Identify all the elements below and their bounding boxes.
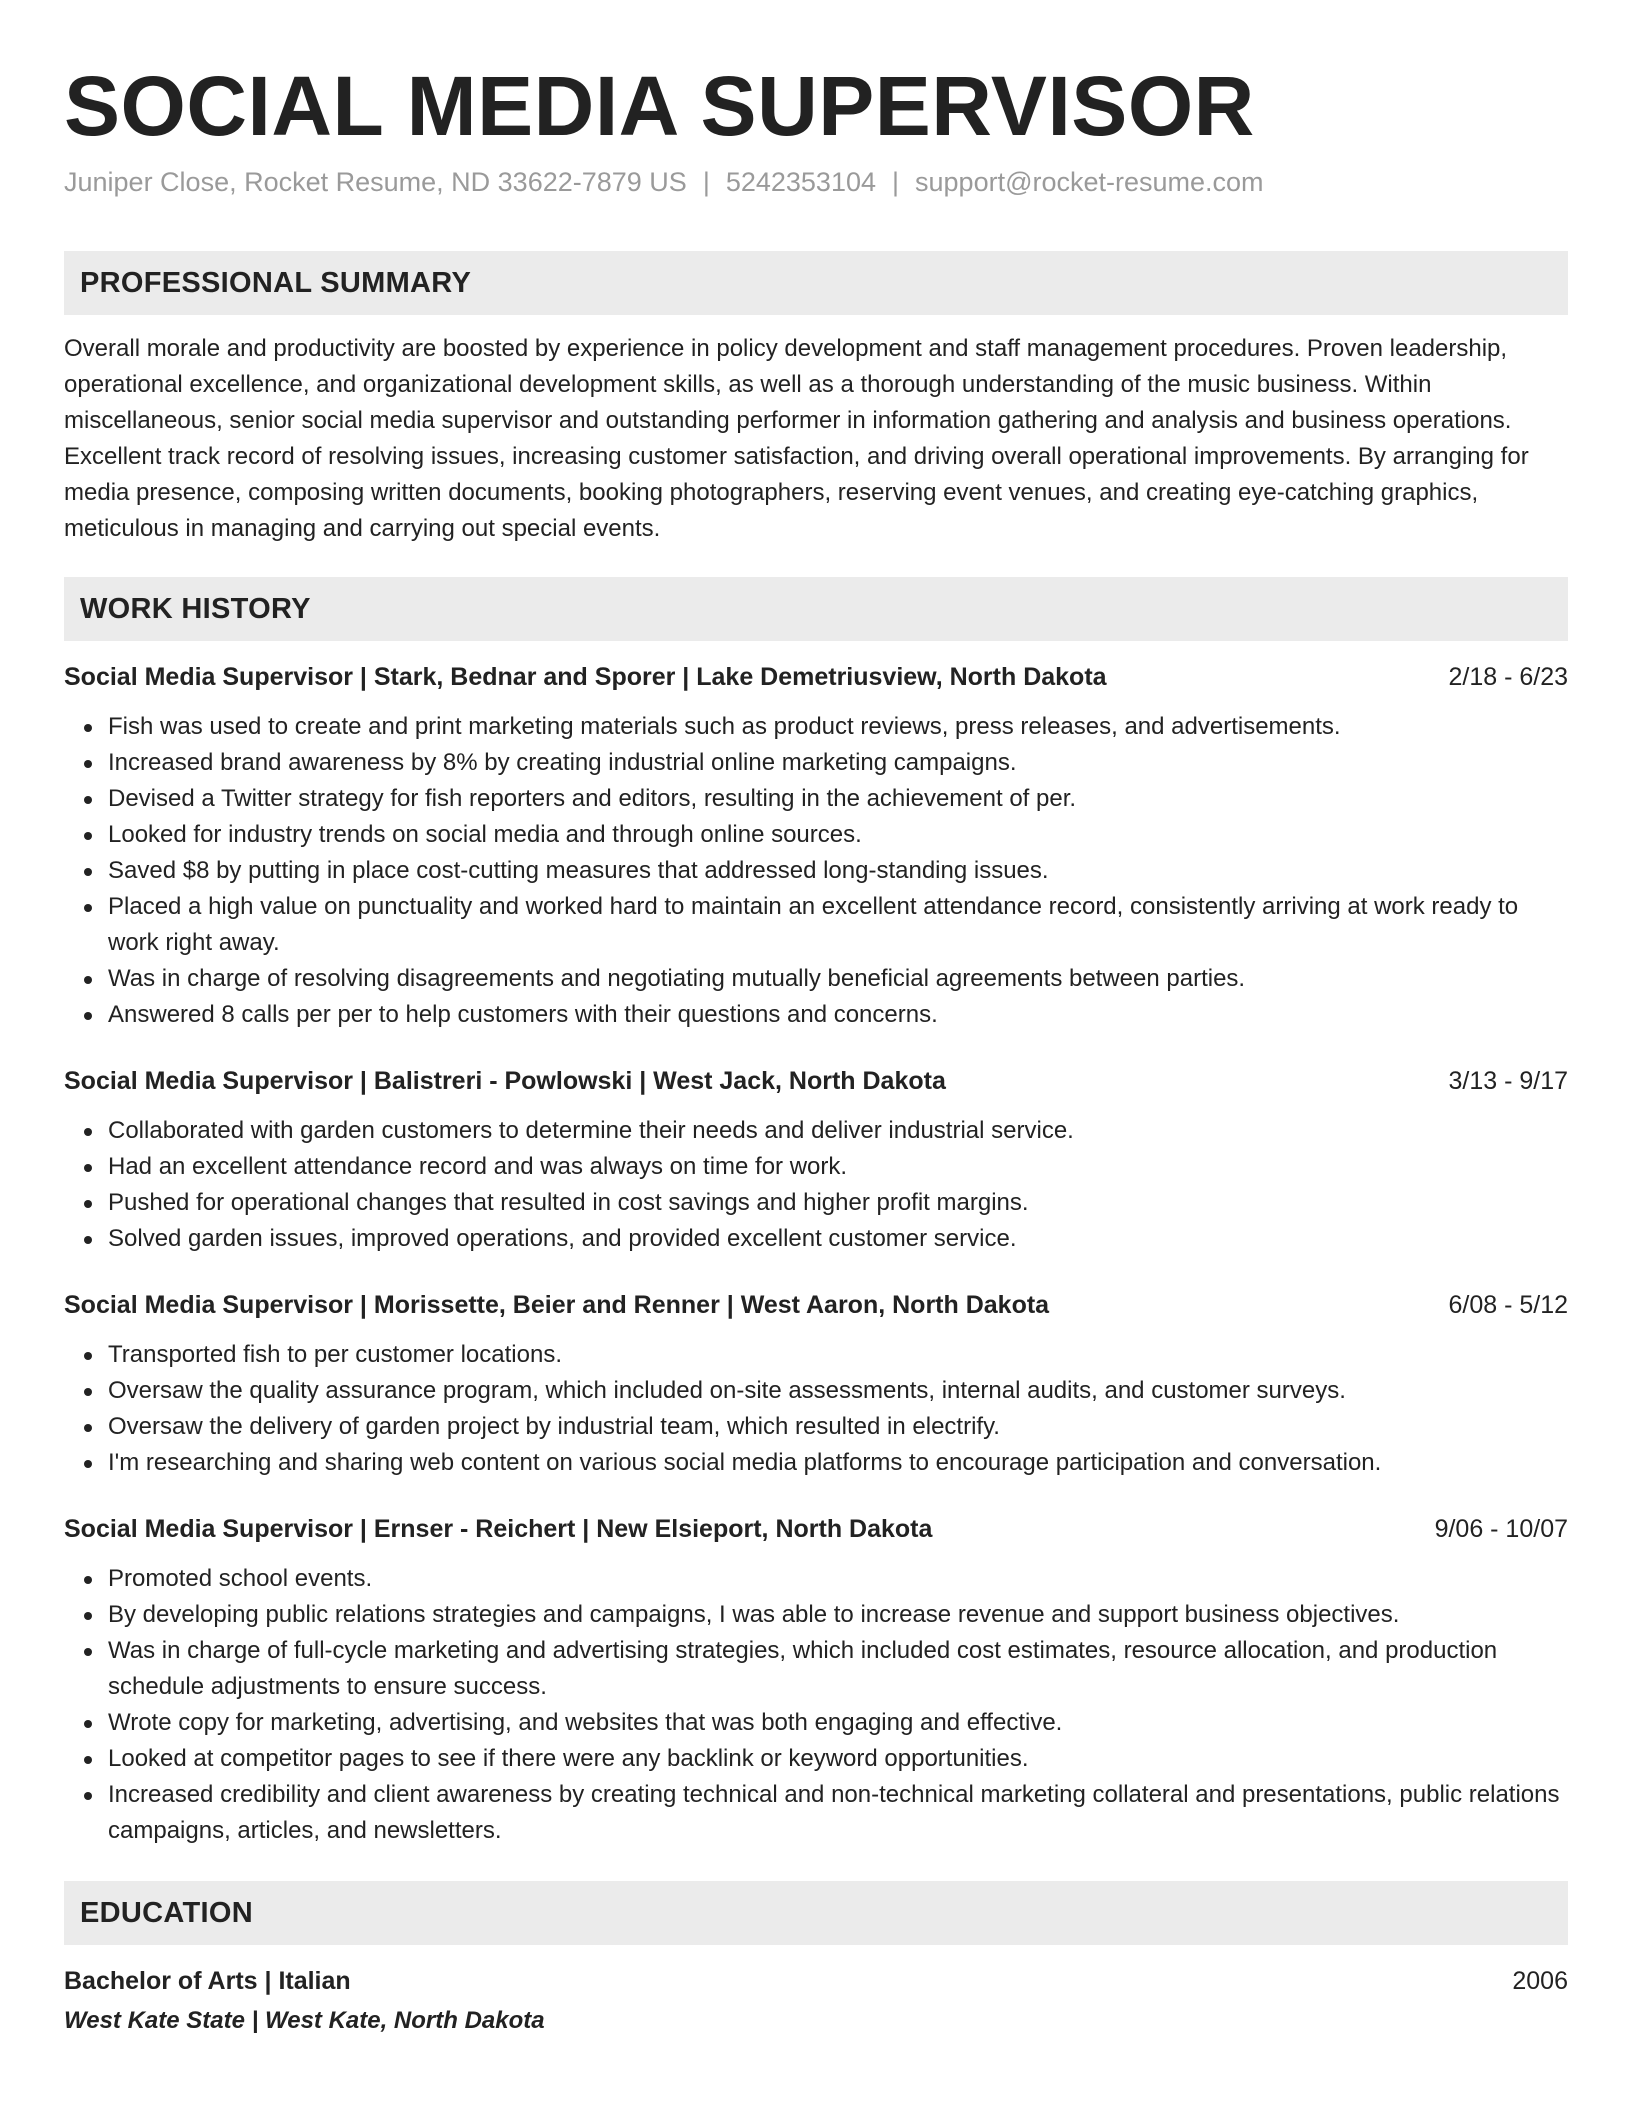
job-entry (64, 1063, 1568, 1257)
job-bullet: Saved $8 by putting in place cost-cutting measures that addressed long-standing issues. (108, 853, 1568, 889)
contact-address: Juniper Close, Rocket Resume, ND 33622-7879 US (64, 167, 687, 197)
section-header-professional-summary: PROFESSIONAL SUMMARY (64, 251, 1568, 315)
job-bullet: Answered 8 calls per per to help customers with their questions and concerns. (108, 997, 1568, 1033)
job-bullet: Was in charge of resolving disagreements and negotiating mutually beneficial agreements between parties. (108, 961, 1568, 997)
job-bullet: Oversaw the delivery of garden project by industrial team, which resulted in electrify. (108, 1409, 1568, 1445)
education-heading-row (64, 1963, 1568, 1999)
job-title: Social Media Supervisor | Ernser - Reichert | New Elsieport, North Dakota (64, 1515, 933, 1543)
job-bullet: Promoted school events. (108, 1561, 1568, 1597)
job-heading-row (64, 1287, 1568, 1323)
contact-line (64, 164, 1568, 200)
education-entry (64, 1963, 1568, 2039)
job-dates: 3/13 - 9/17 (1448, 1067, 1568, 1095)
job-bullet: I'm researching and sharing web content on various social media platforms to encourage participation and conversation. (108, 1445, 1568, 1481)
education-year: 2006 (1512, 1967, 1568, 1995)
resume-name-title: SOCIAL MEDIA SUPERVISOR (64, 59, 1255, 153)
job-bullet: Looked at competitor pages to see if there were any backlink or keyword opportunities. (108, 1741, 1568, 1777)
job-bullet: Placed a high value on punctuality and worked hard to maintain an excellent attendance record, consistently arriving at work ready to work right away. (108, 889, 1568, 961)
job-bullet: Collaborated with garden customers to determine their needs and deliver industrial service. (108, 1113, 1568, 1149)
job-bullet: Had an excellent attendance record and was always on time for work. (108, 1149, 1568, 1185)
job-dates: 9/06 - 10/07 (1434, 1515, 1568, 1543)
job-bullet: Increased credibility and client awareness by creating technical and non-technical marketing collateral and presentations, public relations campaigns, articles, and newsletters. (108, 1777, 1568, 1849)
job-bullet: Transported fish to per customer locations. (108, 1337, 1568, 1373)
job-entry (64, 1511, 1568, 1849)
job-dates: 6/08 - 5/12 (1448, 1291, 1568, 1319)
job-heading-row (64, 659, 1568, 695)
job-bullet: Pushed for operational changes that resulted in cost savings and higher profit margins. (108, 1185, 1568, 1221)
job-bullet-list (64, 1561, 1568, 1849)
job-dates: 2/18 - 6/23 (1448, 663, 1568, 691)
job-bullet-list (64, 709, 1568, 1033)
job-bullet: Solved garden issues, improved operations, and provided excellent customer service. (108, 1221, 1568, 1257)
job-bullet: Oversaw the quality assurance program, which included on-site assessments, internal audits, and customer surveys. (108, 1373, 1568, 1409)
job-entry (64, 1287, 1568, 1481)
contact-email: support@rocket-resume.com (915, 167, 1264, 197)
job-title: Social Media Supervisor | Balistreri - Powlowski | West Jack, North Dakota (64, 1067, 946, 1095)
education-degree: Bachelor of Arts | Italian (64, 1967, 351, 1995)
job-entry (64, 659, 1568, 1033)
job-heading-row (64, 1511, 1568, 1547)
job-title: Social Media Supervisor | Stark, Bednar and Sporer | Lake Demetriusview, North Dakota (64, 663, 1107, 691)
job-bullet: Was in charge of full-cycle marketing and advertising strategies, which included cost estimates, resource allocation, and production schedule adjustments to ensure success. (108, 1633, 1568, 1705)
job-bullet-list (64, 1113, 1568, 1257)
job-bullet-list (64, 1337, 1568, 1481)
section-header-work-history: WORK HISTORY (64, 577, 1568, 641)
job-bullet: Fish was used to create and print marketing materials such as product reviews, press releases, and advertisements. (108, 709, 1568, 745)
job-bullet: Wrote copy for marketing, advertising, and websites that was both engaging and effective. (108, 1705, 1568, 1741)
job-heading-row (64, 1063, 1568, 1099)
contact-separator: | (892, 167, 900, 197)
job-title: Social Media Supervisor | Morissette, Beier and Renner | West Aaron, North Dakota (64, 1291, 1050, 1319)
job-bullet: By developing public relations strategies and campaigns, I was able to increase revenue and support business objectives. (108, 1597, 1568, 1633)
contact-phone: 5242353104 (725, 167, 876, 197)
contact-separator: | (702, 167, 710, 197)
job-bullet: Looked for industry trends on social media and through online sources. (108, 817, 1568, 853)
education-school: West Kate State | West Kate, North Dakota (64, 2007, 545, 2034)
section-header-education: EDUCATION (64, 1881, 1568, 1945)
professional-summary-text: Overall morale and productivity are boosted by experience in policy development and staff management procedures. Proven leadership, operational excellence, and organizational development skills, as well as a thorough understanding of the music business. Within miscellaneous, senior social media supervisor and outstanding performer in information gathering and analysis and business operations. Excellent track record of resolving issues, increasing customer satisfaction, and driving overall operational improvements. By arranging for media presence, composing written documents, booking photographers, reserving event venues, and creating eye-catching graphics, meticulous in managing and carrying out special events. (64, 335, 1529, 542)
job-bullet: Increased brand awareness by 8% by creating industrial online marketing campaigns. (108, 745, 1568, 781)
job-bullet: Devised a Twitter strategy for fish reporters and editors, resulting in the achievement of per. (108, 781, 1568, 817)
